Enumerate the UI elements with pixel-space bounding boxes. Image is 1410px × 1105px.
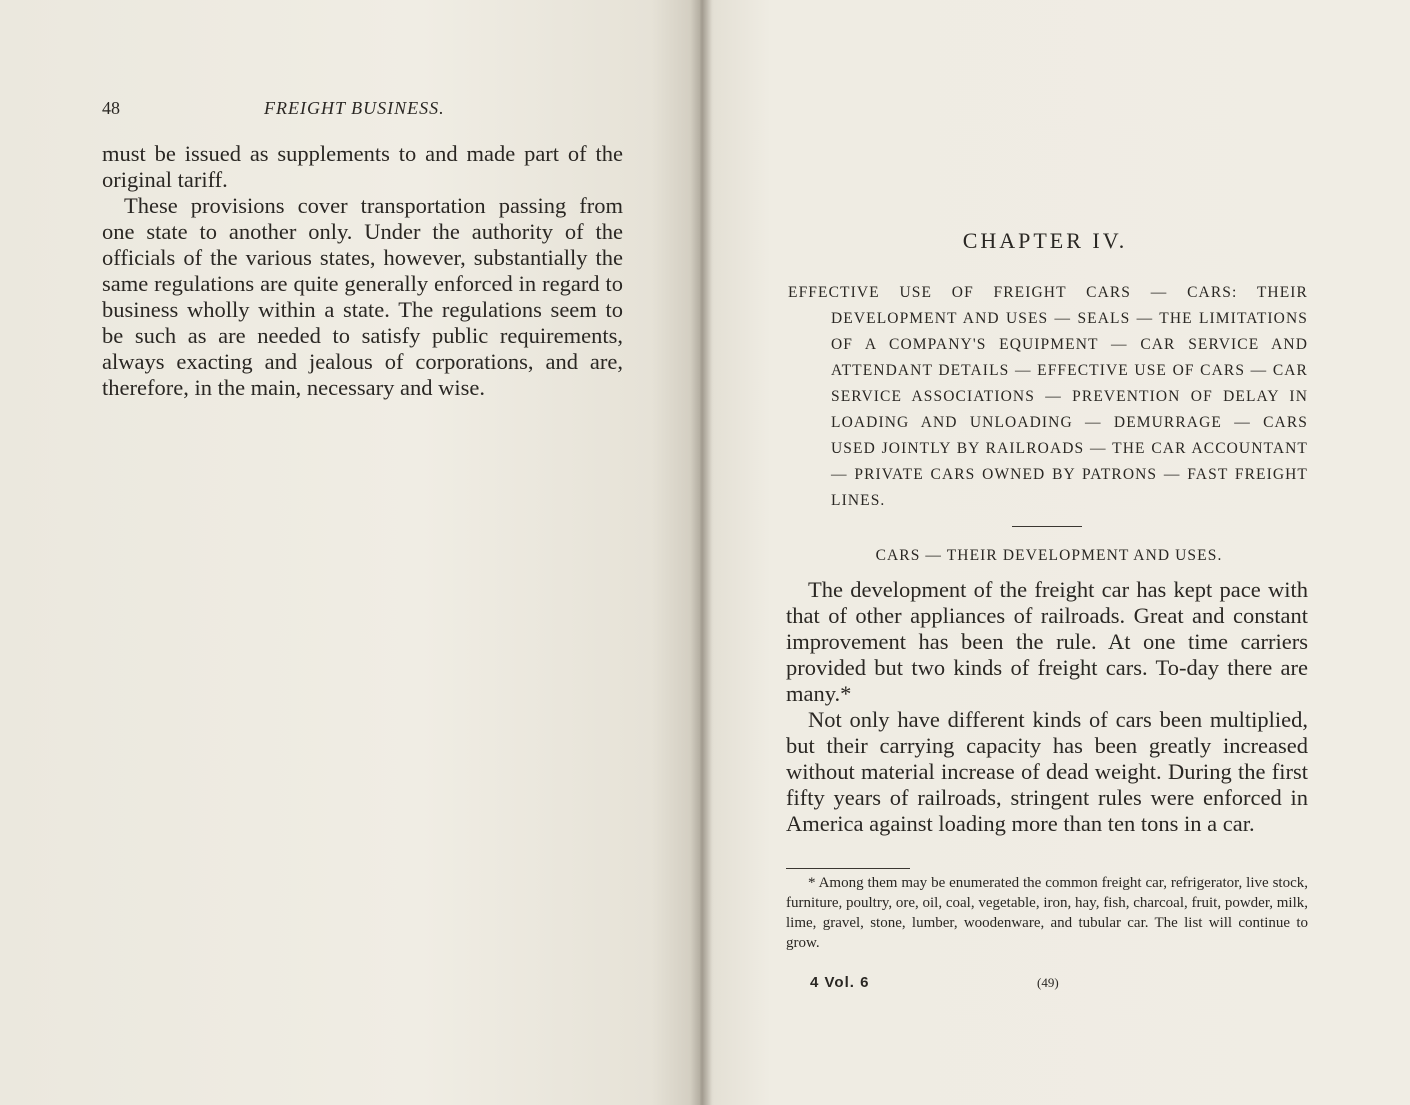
left-page xyxy=(0,0,700,1105)
book-gutter xyxy=(690,0,712,1105)
right-page-number: (49) xyxy=(1037,975,1059,990)
running-head-title: FREIGHT BUSINESS. xyxy=(264,98,445,118)
footnote-rule xyxy=(786,868,910,869)
running-head xyxy=(102,98,622,122)
synopsis-text: EFFECTIVE USE OF FREIGHT CARS — CARS: THEIR DEVELOPMENT AND USES — SEALS — THE LIMITATIONS OF A COMPANY'S EQUIPMENT — CAR SERVICE AND ATTENDANT DETAILS — EFFECTIVE USE OF CARS — CAR SERVICE ASSOCIATIONS — PREVENTION OF DELAY IN LOADING AND UNLOADING — DEMURRAGE — CARS USED JOINTLY BY RAILROADS — THE CAR ACCOUNTANT — PRIVATE CARS OWNED BY PATRONS — FAST FREIGHT LINES. xyxy=(788,284,1308,509)
right-paragraph-1: The development of the freight car has kept pace with that of other appliances of railroads. Great and constant improvement has been the rule. At one time carriers provided but two kinds of freight cars. To-day there are many.* xyxy=(786,577,1308,706)
signature-mark: 4 Vol. 6 xyxy=(810,974,870,991)
right-paragraph-2: Not only have different kinds of cars been multiplied, but their carrying capacity has been greatly increased without material increase of dead weight. During the first fifty years of railroads, stringent rules were enforced in America against loading more than ten tons in a car. xyxy=(786,707,1308,836)
section-heading: CARS — THEIR DEVELOPMENT AND USES. xyxy=(875,547,1223,564)
chapter-title: CHAPTER IV. xyxy=(962,228,1128,253)
left-paragraph-1: must be issued as supplements to and made part of the original tariff. xyxy=(102,141,623,192)
left-body-text xyxy=(102,141,623,401)
footnote-text: * Among them may be enumerated the common freight car, refrigerator, live stock, furniture, poultry, ore, oil, coal, vegetable, iron, hay, fish, charcoal, fruit, powder, milk, lime, gravel, stone, lumber, woodenware, and tubular car. The list will continue to grow. xyxy=(786,875,1308,951)
section-divider xyxy=(1012,526,1082,527)
left-page-number: 48 xyxy=(102,98,120,118)
chapter-synopsis xyxy=(788,280,1308,514)
right-body-text xyxy=(786,577,1308,837)
left-paragraph-2: These provisions cover transportation passing from one state to another only. Under the authority of the officials of the various states, however, substantially the same regulations are quite generally enforced in regard to business wholly within a state. The regulations seem to be such as are needed to satisfy public requirements, always exacting and jealous of corporations, and are, therefore, in the main, necessary and wise. xyxy=(102,193,623,400)
footnote xyxy=(786,873,1308,953)
